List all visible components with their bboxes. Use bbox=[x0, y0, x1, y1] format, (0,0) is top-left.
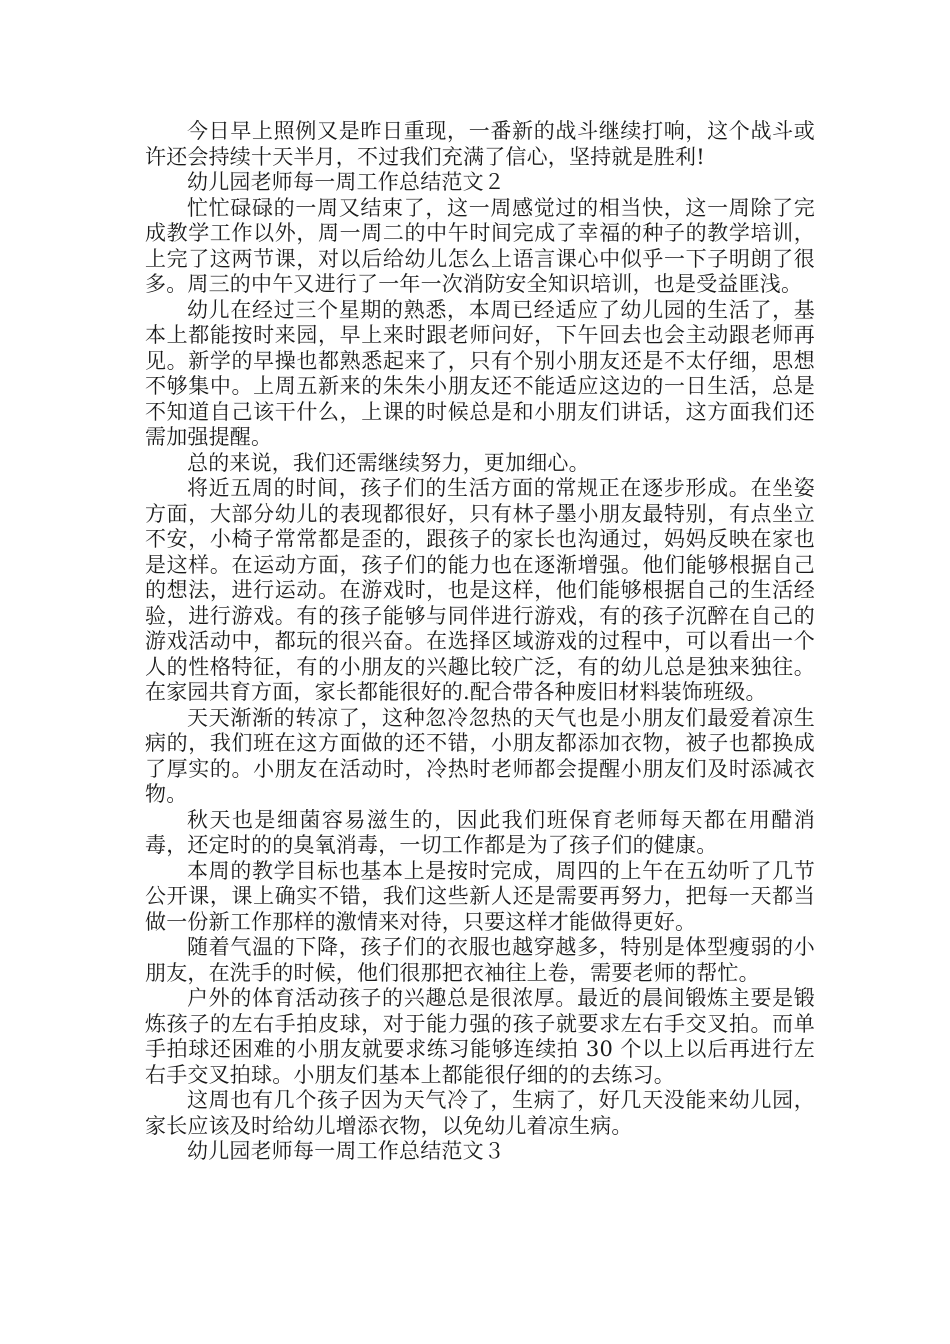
paragraph-summary: 总的来说，我们还需继续努力，更加细心。 bbox=[187, 450, 590, 475]
paragraph-battle-continues: 今日早上照例又是昨日重现，一番新的战斗继续打响，这个战斗或许还会持续十天半月，不过我们充满了信心，坚持就是胜利! bbox=[145, 119, 815, 169]
paragraph-outdoor-sports: 户外的体育活动孩子的兴趣总是很浓厚。最近的晨间锻炼主要是锻炼孩子的左右手拍皮球，对于能力强的孩子就要求左右手交叉拍。而单手拍球还困难的小朋友就要求练习能够连续拍 30 个以上以后再进行左右手交叉拍球。小朋友们基本上都能很仔细的的去练习。 bbox=[145, 986, 815, 1087]
paragraph-sick-children: 这周也有几个孩子因为天气冷了，生病了，好几天没能来幼儿园，家长应该及时给幼儿增添衣物，以免幼儿着凉生病。 bbox=[145, 1088, 815, 1138]
paragraph-adaptation: 幼儿在经过三个星期的熟悉，本周已经适应了幼儿园的生活了，基本上都能按时来园，早上来时跟老师问好，下午回去也会主动跟老师再见。新学的早操也都熟悉起来了，只有个别小朋友还是不太仔细，思想不够集中。上周五新来的朱朱小朋友还不能适应这边的一日生活，总是不知道自己该干什么，上课的时候总是和小朋友们讲话，这方面我们还需加强提醒。 bbox=[145, 297, 815, 449]
paragraph-weather: 天天渐渐的转凉了，这种忽冷忽热的天气也是小朋友们最爱着凉生病的，我们班在这方面做的还不错，小朋友都添加衣物，被子也都换成了厚实的。小朋友在活动时，冷热时老师都会提醒小朋友们及时添减衣物。 bbox=[145, 705, 815, 806]
section-heading-2: 幼儿园老师每一周工作总结范文２ bbox=[187, 170, 505, 194]
paragraph-clothing: 随着气温的下降，孩子们的衣服也越穿越多，特别是体型瘦弱的小朋友，在洗手的时候，他们很那把衣袖往上卷，需要老师的帮忙。 bbox=[145, 935, 815, 985]
section-heading-3: 幼儿园老师每一周工作总结范文３ bbox=[187, 1139, 505, 1163]
paragraph-teaching-goals: 本周的教学目标也基本上是按时完成，周四的上午在五幼听了几节公开课，课上确实不错，我们这些新人还是需要再努力，把每一天都当做一份新工作那样的激情来对待，只要这样才能做得更好。 bbox=[145, 858, 815, 934]
paragraph-routines: 将近五周的时间，孩子们的生活方面的常规正在逐步形成。在坐姿方面，大部分幼儿的表现都很好，只有林子墨小朋友最特别，有点坐立不安，小椅子常常都是歪的，跟孩子的家长也沟通过，妈妈反映在家也是这样。在运动方面，孩子们的能力也在逐渐增强。他们能够根据自己的想法，进行运动。在游戏时，也是这样，他们能够根据自己的生活经验，进行游戏。有的孩子能够与同伴进行游戏，有的孩子沉醉在自己的游戏活动中，都玩的很兴奋。在选择区域游戏的过程中，可以看出一个人的性格特征，有的小朋友的兴趣比较广泛，有的幼儿总是独来独往。在家园共育方面，家长都能很好的.配合带各种废旧材料装饰班级。 bbox=[145, 476, 815, 704]
paragraph-busy-week: 忙忙碌碌的一周又结束了，这一周感觉过的相当快，这一周除了完成教学工作以外，周一周二的中午时间完成了幸福的种子的教学培训，上完了这两节课，对以后给幼儿怎么上语言课心中似乎一下子明朗了很多。周三的中午又进行了一年一次消防安全知识培训，也是受益匪浅。 bbox=[145, 195, 815, 296]
document-body bbox=[145, 119, 815, 1165]
paragraph-disinfection: 秋天也是细菌容易滋生的，因此我们班保育老师每天都在用醋消毒，还定时的的臭氧消毒，一切工作都是为了孩子们的健康。 bbox=[145, 807, 815, 857]
